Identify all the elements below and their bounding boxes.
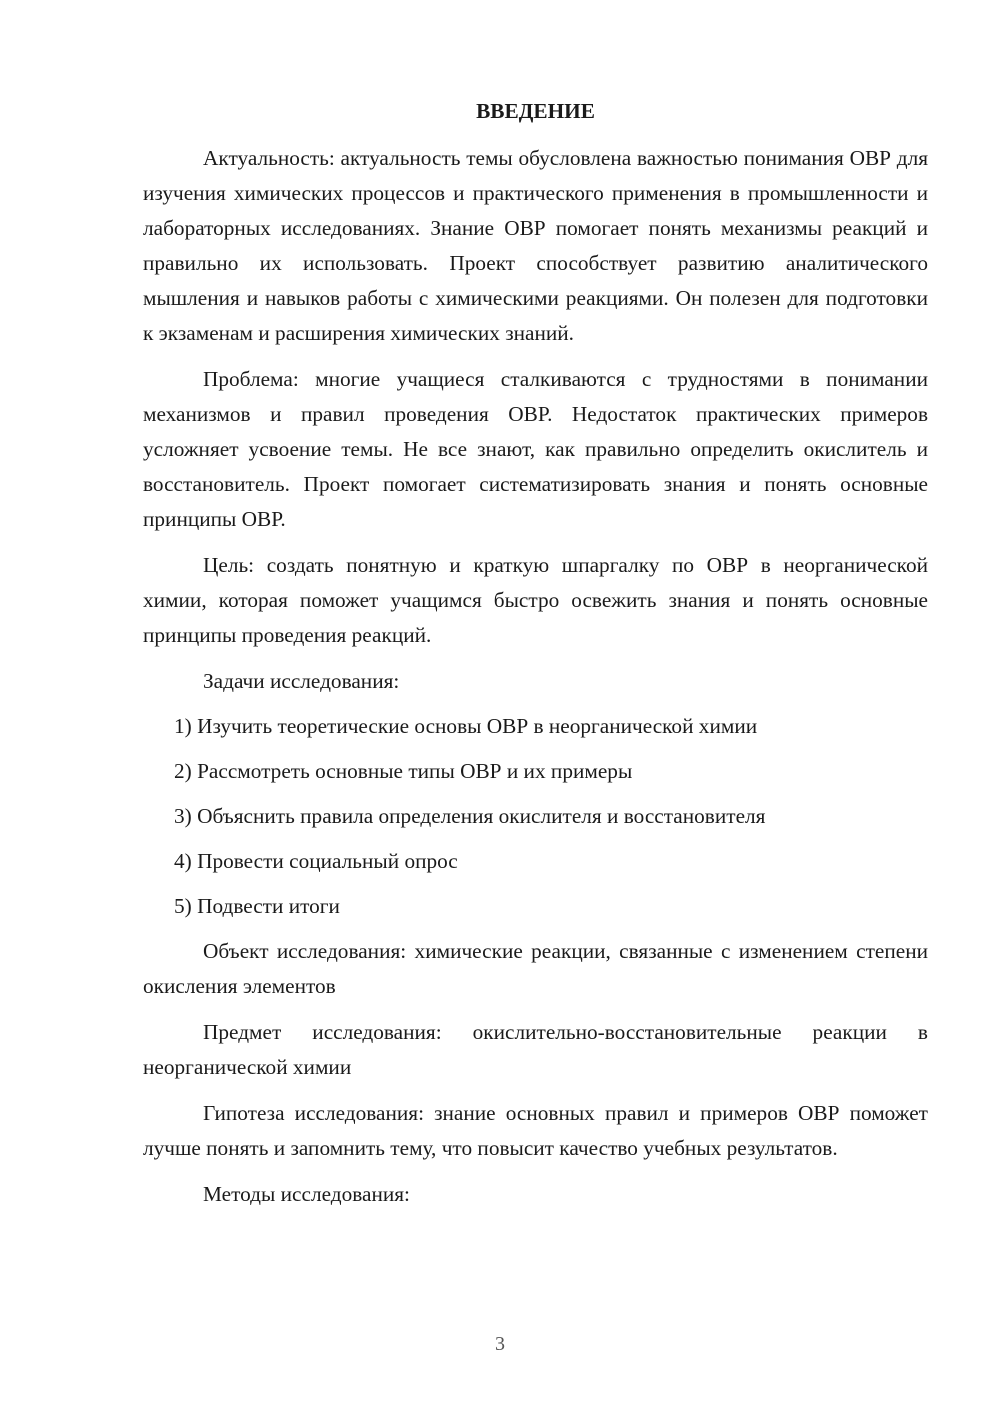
section-title: ВВЕДЕНИЕ (476, 99, 595, 123)
object-paragraph: Объект исследования: химические реакции, связанные с изменением степени окисления элементов (143, 939, 928, 998)
relevance-paragraph: Актуальность: актуальность темы обусловлена важностью понимания ОВР для изучения химических процессов и практического применения в промышленности и лабораторных исследованиях. Знание ОВР помогает понять механизмы реакций и правильно их использовать. Проект способствует развитию аналитического мышления и навыков работы с химическими реакциями. Он полезен для подготовки к экзаменам и расширения химических знаний. (143, 146, 928, 345)
subject-paragraph: Предмет исследования: окислительно-восстановительные реакции в неорганической химии (143, 1020, 928, 1079)
problem-paragraph: Проблема: многие учащиеся сталкиваются с трудностями в понимании механизмов и правил проведения ОВР. Недостаток практических примеров усложняет усвоение темы. Не все знают, как правильно определить окислитель и восстановитель. Проект помогает систематизировать знания и понять основные принципы ОВР. (143, 367, 928, 531)
hypothesis-paragraph: Гипотеза исследования: знание основных правил и примеров ОВР поможет лучше понять и запомнить тему, что повысит качество учебных результатов. (143, 1101, 928, 1160)
list-item: 5) Подвести итоги (174, 894, 340, 918)
goal-paragraph: Цель: создать понятную и краткую шпаргалку по ОВР в неорганической химии, которая поможет учащимся быстро освежить знания и понять основные принципы проведения реакций. (143, 553, 928, 647)
page-number: 3 (495, 1333, 505, 1355)
tasks-list (143, 709, 928, 924)
page-content (143, 94, 928, 1222)
list-item: 1) Изучить теоретические основы ОВР в неорганической химии (174, 714, 758, 738)
list-item: 2) Рассмотреть основные типы ОВР и их примеры (174, 759, 633, 783)
list-item: 4) Провести социальный опрос (174, 849, 458, 873)
methods-heading: Методы исследования: (203, 1182, 410, 1206)
tasks-heading: Задачи исследования: (203, 669, 400, 693)
list-item: 3) Объяснить правила определения окислителя и восстановителя (174, 804, 766, 828)
